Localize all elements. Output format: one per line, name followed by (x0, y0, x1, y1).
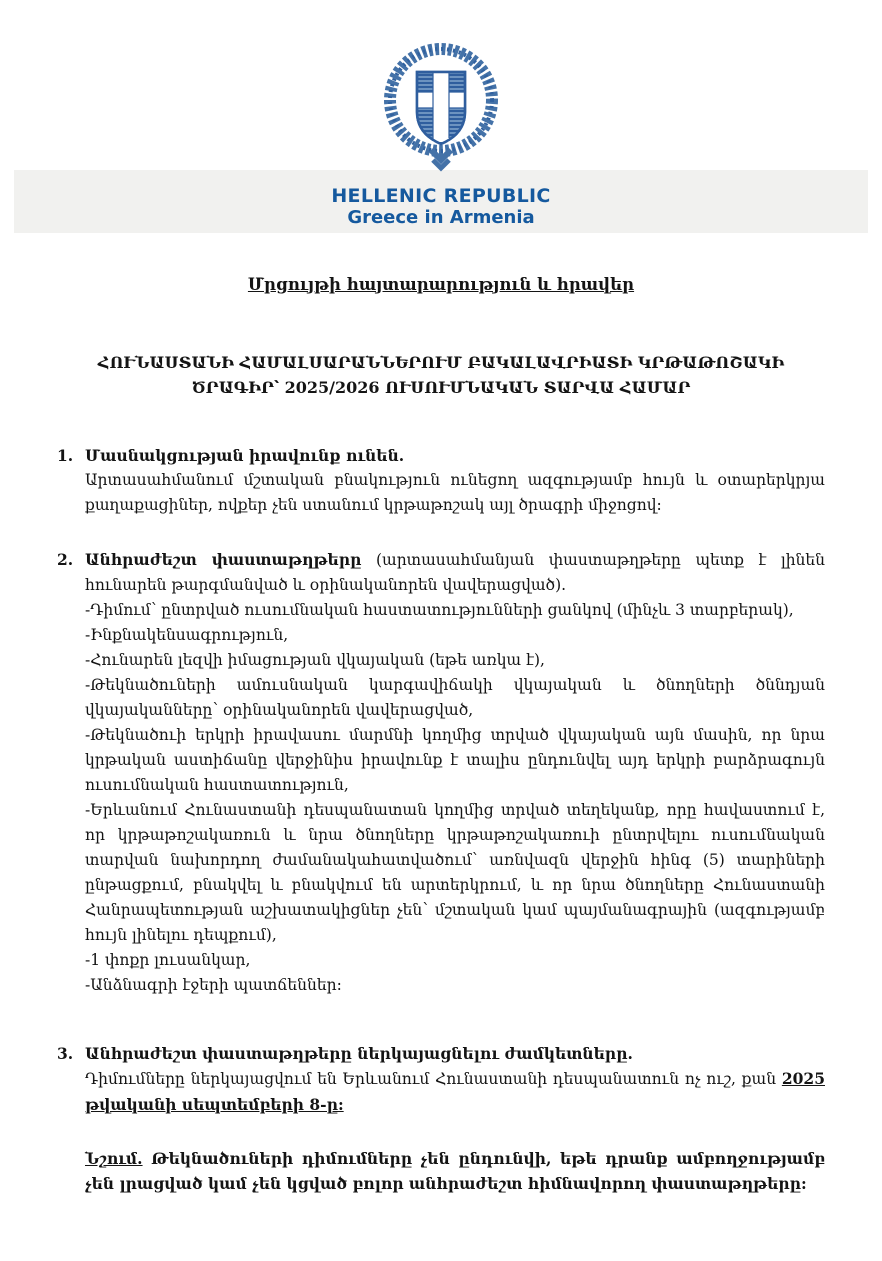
document-list-item: -Երևանում Հունաստանի դեսպանատան կողմից տրված տեղեկանք, որը հավաստում է, որ կրթաթոշակառուն և նրա ծնողները կրթաթոշակառուի ընտրվելու ուսումնական տարվան նախորդող ժամանակահատվածում՝ առնվազն վերջին հինգ (5) տարիների ընթացքում, բնակվել և բնակվում են արտերկրում, և որ նրա ծնողները Հունաստանի Հանրապետության աշխատակիցներ չեն՝ մշտական կամ պայմանագրային (ազգությամբ հույն լինելու դեպքում), (85, 801, 825, 944)
section-number: 2. (57, 550, 74, 569)
document-list-item: -1 փոքր լուսանկար, (85, 951, 251, 969)
header-band (14, 170, 868, 233)
document-title: Մրցույթի հայտարարություն և հրավեր (247, 275, 635, 294)
document-list-item: -Ինքնակենսագրություն, (85, 626, 289, 644)
section-eligibility (57, 443, 825, 518)
document-list-item: -Թեկնածուի երկրի իրավասու մարմնի կողմից տրված վկայական այն մասին, որ նրա կրթական աստիճանը վերջինիս իրավունք է տալիս ընդունվել այդ երկրի բարձրագույն ուսումնական հաստատություն, (85, 726, 825, 794)
section-required-documents (57, 547, 825, 998)
deadline-date: 2025 թվականի սեպտեմբերի 8-ը: (85, 1069, 825, 1114)
org-name: HELLENIC REPUBLIC (331, 185, 551, 207)
section-deadlines (57, 1041, 825, 1118)
section-content (85, 547, 825, 998)
section-title-suffix: (արտասահմանյան փաստաթղթերը պետք է լինեն հունարեն թարգմանված և օրինականորեն վավերացված). (85, 551, 825, 594)
section-number: 3. (57, 1044, 74, 1063)
program-heading-line2: ԾՐԱԳԻՐ՝ 2025/2026 ՈՒՍՈՒՄՆԱԿԱՆ ՏԱՐՎԱ ՀԱՄԱՐ (191, 378, 691, 397)
section-title: Մասնակցության իրավունք ունեն. (85, 446, 405, 465)
deadline-text: Դիմումները ներկայացվում են Երևանում Հունաստանի դեսպանատուն ոչ ուշ, քան (85, 1070, 782, 1088)
document-list-item: -Դիմում՝ ընտրված ուսումնական հաստատությունների ցանկով (մինչև 3 տարբերակ), (85, 601, 794, 619)
section-title: Անհրաժեշտ փաստաթղթերը (85, 550, 362, 569)
section-title: Անհրաժեշտ փաստաթղթերը ներկայացնելու ժամկետները. (85, 1044, 633, 1063)
document-list-item: -Հունարեն լեզվի իմացության վկայական (եթե առկա է), (85, 651, 545, 669)
program-heading-line1: ՀՈՒՆԱՍՏԱՆԻ ՀԱՄԱԼՍԱՐԱՆՆԵՐՈՒՄ ԲԱԿԱԼԱՎՐԻԱՏԻ ԿՐԹԱԹՈՇԱԿԻ (97, 353, 785, 372)
org-location: Greece in Armenia (347, 207, 535, 228)
document-list-item: -Թեկնածուների ամուսնական կարգավիճակի վկայական և ծնողների ծննդյան վկայականները՝ օրինականորեն վավերացված, (85, 676, 825, 719)
section-intro (85, 547, 825, 598)
note-label: Նշում. (85, 1149, 143, 1168)
note (85, 1146, 825, 1196)
document-body (57, 272, 825, 1196)
hellenic-coat-of-arms-logo (377, 36, 505, 178)
program-heading (57, 350, 825, 400)
section-body (85, 1066, 825, 1118)
section-number: 1. (57, 446, 74, 465)
note-text: Թեկնածուների դիմումները չեն ընդունվի, եթե դրանք ամբողջությամբ չեն լրացված կամ չեն կցված բոլոր անհրաժեշտ հիմնավորող փաստաթղթերը: (85, 1149, 825, 1193)
section-content (85, 1041, 825, 1118)
document-list-item: -Անձնագրի էջերի պատճեններ: (85, 976, 342, 994)
section-content (85, 443, 825, 518)
coat-of-arms-icon (377, 36, 505, 178)
section-body: Արտասահմանում մշտական բնակություն ունեցող ազգությամբ հույն և օտարերկրյա քաղաքացիներ, ովքեր չեն ստանում կրթաթոշակ այլ ծրագրի միջոցով: (85, 471, 825, 514)
